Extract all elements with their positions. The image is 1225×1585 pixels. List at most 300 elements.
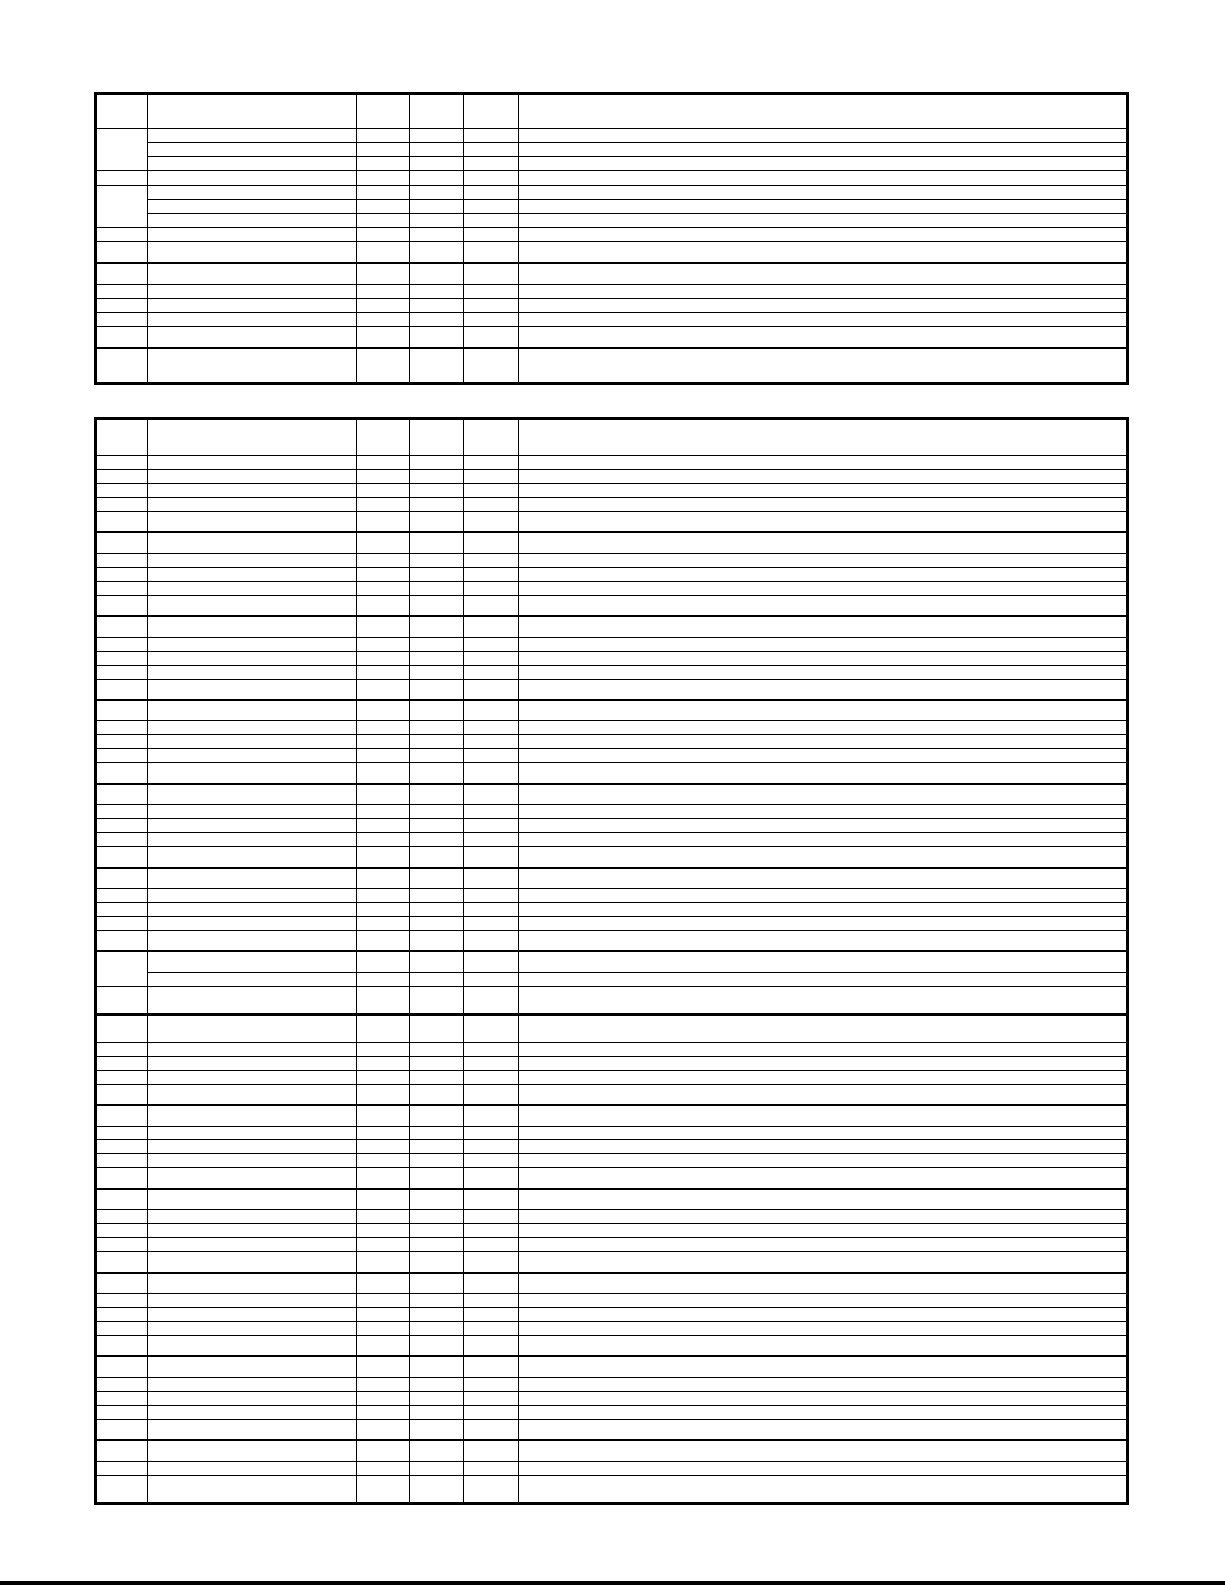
table-cell xyxy=(357,903,410,917)
table-cell xyxy=(96,721,148,735)
table-cell xyxy=(410,1461,464,1475)
table-cell xyxy=(519,1042,1128,1056)
table-cell xyxy=(410,1377,464,1391)
table-cell xyxy=(519,1210,1128,1224)
table-cell xyxy=(464,1294,519,1308)
table-row xyxy=(96,511,1128,532)
table-cell xyxy=(519,1336,1128,1357)
table-cell xyxy=(148,595,357,616)
table-cell xyxy=(519,889,1128,903)
table-cell xyxy=(148,242,357,263)
table-cell xyxy=(96,763,148,784)
table-cell xyxy=(519,749,1128,763)
table-cell xyxy=(357,1461,410,1475)
table-cell xyxy=(464,313,519,327)
table-cell xyxy=(148,1168,357,1189)
table-cell xyxy=(519,1070,1128,1084)
table-cell xyxy=(464,1405,519,1419)
table-cell xyxy=(148,903,357,917)
table-cell xyxy=(357,263,410,284)
table-cell xyxy=(96,327,148,348)
table-cell xyxy=(519,348,1128,384)
table-cell xyxy=(410,735,464,749)
table-cell xyxy=(148,171,357,185)
table-cell xyxy=(357,284,410,298)
table-cell xyxy=(357,511,410,532)
table-cell xyxy=(357,1252,410,1273)
table-cell xyxy=(410,1322,464,1336)
table-cell xyxy=(519,1461,1128,1475)
table-cell xyxy=(148,129,357,143)
table-row xyxy=(96,284,1128,298)
table-cell xyxy=(357,1377,410,1391)
header-cell xyxy=(148,419,357,456)
table-cell xyxy=(148,1105,357,1126)
table-cell xyxy=(519,532,1128,553)
table-cell xyxy=(357,1210,410,1224)
table-cell xyxy=(410,1391,464,1405)
table-cell xyxy=(148,228,357,242)
table-cell xyxy=(357,1440,410,1461)
header-cell xyxy=(464,419,519,456)
table-cell xyxy=(96,595,148,616)
table-cell xyxy=(357,1154,410,1168)
table-cell xyxy=(464,1126,519,1140)
table-cell xyxy=(357,889,410,903)
table-row xyxy=(96,185,1128,199)
table-row xyxy=(96,763,1128,784)
table-cell xyxy=(464,1189,519,1210)
table-cell xyxy=(357,199,410,213)
table-cell xyxy=(464,228,519,242)
table-cell xyxy=(464,784,519,805)
table-cell xyxy=(410,847,464,868)
table-cell xyxy=(410,532,464,553)
table-cell xyxy=(464,903,519,917)
parts-table-bottom xyxy=(94,417,1129,1505)
table-cell xyxy=(410,129,464,143)
table-cell xyxy=(519,986,1128,1014)
page-bottom-rule xyxy=(0,1581,1225,1585)
table-cell xyxy=(410,327,464,348)
table-cell xyxy=(464,497,519,511)
table-row xyxy=(96,171,1128,185)
table-cell xyxy=(357,1105,410,1126)
table-cell xyxy=(148,298,357,312)
table-cell xyxy=(148,1140,357,1154)
table-cell xyxy=(519,784,1128,805)
table-cell xyxy=(410,511,464,532)
table-cell xyxy=(357,143,410,157)
header-row xyxy=(96,94,1128,129)
table-cell xyxy=(519,483,1128,497)
table-cell xyxy=(519,171,1128,185)
table-row xyxy=(96,1336,1128,1357)
header-cell xyxy=(357,94,410,129)
table-cell xyxy=(148,1273,357,1294)
table-cell xyxy=(148,1377,357,1391)
table-cell xyxy=(96,916,148,930)
table-cell xyxy=(519,763,1128,784)
table-cell xyxy=(357,972,410,986)
table-cell xyxy=(357,986,410,1014)
table-cell xyxy=(410,679,464,700)
table-cell xyxy=(96,1210,148,1224)
merged-ref-cell xyxy=(96,185,148,227)
table-cell xyxy=(410,143,464,157)
table-row xyxy=(96,616,1128,637)
table-cell xyxy=(96,1189,148,1210)
table-cell xyxy=(519,1391,1128,1405)
table-cell xyxy=(519,1356,1128,1377)
table-cell xyxy=(96,679,148,700)
table-cell xyxy=(96,263,148,284)
table-cell xyxy=(519,553,1128,567)
table-cell xyxy=(96,1042,148,1056)
table-cell xyxy=(148,1126,357,1140)
table-cell xyxy=(357,1475,410,1503)
table-cell xyxy=(410,784,464,805)
table-cell xyxy=(96,986,148,1014)
table-cell xyxy=(96,1070,148,1084)
table-cell xyxy=(96,284,148,298)
table-cell xyxy=(96,868,148,889)
table-cell xyxy=(464,327,519,348)
table-cell xyxy=(519,1189,1128,1210)
table-cell xyxy=(96,1419,148,1440)
table-cell xyxy=(96,1140,148,1154)
table-cell xyxy=(96,532,148,553)
table-row xyxy=(96,129,1128,143)
table-cell xyxy=(464,1210,519,1224)
table-cell xyxy=(410,1014,464,1042)
table-cell xyxy=(464,1056,519,1070)
table-cell xyxy=(519,511,1128,532)
table-row xyxy=(96,1189,1128,1210)
table-cell xyxy=(464,469,519,483)
table-cell xyxy=(519,1294,1128,1308)
table-cell xyxy=(410,185,464,199)
table-cell xyxy=(148,1294,357,1308)
table-row xyxy=(96,1322,1128,1336)
table-cell xyxy=(96,1461,148,1475)
table-cell xyxy=(148,679,357,700)
table-row xyxy=(96,1294,1128,1308)
header-row xyxy=(96,419,1128,456)
table-cell xyxy=(96,1440,148,1461)
table-row xyxy=(96,735,1128,749)
table-cell xyxy=(148,567,357,581)
table-cell xyxy=(410,833,464,847)
table-cell xyxy=(96,469,148,483)
table-cell xyxy=(410,497,464,511)
table-cell xyxy=(96,1105,148,1126)
table-cell xyxy=(464,1461,519,1475)
table-cell xyxy=(410,313,464,327)
table-cell xyxy=(519,721,1128,735)
table-cell xyxy=(519,228,1128,242)
table-row xyxy=(96,805,1128,819)
table-row xyxy=(96,665,1128,679)
table-cell xyxy=(357,213,410,227)
table-cell xyxy=(357,616,410,637)
table-cell xyxy=(410,567,464,581)
table-cell xyxy=(519,1273,1128,1294)
table-cell xyxy=(464,1336,519,1357)
table-cell xyxy=(96,1224,148,1238)
table-cell xyxy=(410,1042,464,1056)
header-cell xyxy=(357,419,410,456)
table-row xyxy=(96,868,1128,889)
table-cell xyxy=(96,567,148,581)
table-cell xyxy=(357,483,410,497)
table-cell xyxy=(464,951,519,972)
table-cell xyxy=(519,1056,1128,1070)
table-cell xyxy=(357,930,410,951)
table-cell xyxy=(148,1238,357,1252)
table-cell xyxy=(96,616,148,637)
table-cell xyxy=(357,1014,410,1042)
table-cell xyxy=(357,1322,410,1336)
header-cell xyxy=(148,94,357,129)
table-row xyxy=(96,1042,1128,1056)
table-cell xyxy=(519,595,1128,616)
table-cell xyxy=(96,1238,148,1252)
table-cell xyxy=(357,784,410,805)
table-cell xyxy=(519,1405,1128,1419)
table-cell xyxy=(519,637,1128,651)
table-row xyxy=(96,889,1128,903)
table-row xyxy=(96,199,1128,213)
table-cell xyxy=(464,1391,519,1405)
table-cell xyxy=(519,284,1128,298)
table-cell xyxy=(464,1322,519,1336)
table-row xyxy=(96,581,1128,595)
table-cell xyxy=(464,1475,519,1503)
table-cell xyxy=(357,469,410,483)
table-cell xyxy=(148,889,357,903)
table-cell xyxy=(148,213,357,227)
table-cell xyxy=(410,553,464,567)
table-row xyxy=(96,1419,1128,1440)
table-cell xyxy=(357,313,410,327)
table-cell xyxy=(148,1461,357,1475)
table-row xyxy=(96,916,1128,930)
table-cell xyxy=(357,1356,410,1377)
table-row xyxy=(96,1252,1128,1273)
table-cell xyxy=(519,313,1128,327)
table-cell xyxy=(410,916,464,930)
table-row xyxy=(96,1126,1128,1140)
table-cell xyxy=(96,1294,148,1308)
table-row xyxy=(96,1440,1128,1461)
table-cell xyxy=(464,213,519,227)
table-row xyxy=(96,567,1128,581)
table-cell xyxy=(519,456,1128,470)
table-cell xyxy=(519,242,1128,263)
table-cell xyxy=(519,616,1128,637)
table-cell xyxy=(148,651,357,665)
table-cell xyxy=(464,986,519,1014)
table-cell xyxy=(464,1238,519,1252)
table-cell xyxy=(357,833,410,847)
table-cell xyxy=(96,749,148,763)
table-cell xyxy=(519,868,1128,889)
table-cell xyxy=(519,1419,1128,1440)
table-cell xyxy=(464,298,519,312)
table-cell xyxy=(410,469,464,483)
table-cell xyxy=(96,1405,148,1419)
table-cell xyxy=(357,456,410,470)
table-cell xyxy=(410,616,464,637)
table-cell xyxy=(357,553,410,567)
table-cell xyxy=(464,171,519,185)
table-cell xyxy=(357,651,410,665)
table-cell xyxy=(357,1168,410,1189)
table-cell xyxy=(464,1308,519,1322)
table-cell xyxy=(148,616,357,637)
table-cell xyxy=(464,1252,519,1273)
table-cell xyxy=(464,553,519,567)
table-cell xyxy=(464,1154,519,1168)
table-cell xyxy=(410,1336,464,1357)
table-cell xyxy=(148,1336,357,1357)
table-cell xyxy=(410,651,464,665)
table-cell xyxy=(519,1084,1128,1105)
table-cell xyxy=(519,1475,1128,1503)
table-cell xyxy=(357,700,410,721)
table-row xyxy=(96,679,1128,700)
table-cell xyxy=(519,213,1128,227)
table-cell xyxy=(410,1126,464,1140)
table-cell xyxy=(148,284,357,298)
table-cell xyxy=(519,143,1128,157)
table-cell xyxy=(519,1105,1128,1126)
table-cell xyxy=(357,1126,410,1140)
table-cell xyxy=(357,1224,410,1238)
table-row xyxy=(96,847,1128,868)
table-row xyxy=(96,348,1128,384)
table-cell xyxy=(148,313,357,327)
table-cell xyxy=(410,749,464,763)
table-cell xyxy=(519,1440,1128,1461)
table-row xyxy=(96,313,1128,327)
table-cell xyxy=(519,951,1128,972)
table-cell xyxy=(357,1238,410,1252)
table-row xyxy=(96,1154,1128,1168)
table-cell xyxy=(519,833,1128,847)
table-cell xyxy=(148,951,357,972)
table-cell xyxy=(519,199,1128,213)
table-cell xyxy=(96,1252,148,1273)
table-cell xyxy=(519,665,1128,679)
table-cell xyxy=(357,228,410,242)
table-cell xyxy=(96,1475,148,1503)
table-row xyxy=(96,1056,1128,1070)
table-cell xyxy=(96,1154,148,1168)
table-cell xyxy=(357,916,410,930)
table-cell xyxy=(519,1322,1128,1336)
table-cell xyxy=(519,469,1128,483)
table-cell xyxy=(464,185,519,199)
table-row xyxy=(96,1070,1128,1084)
table-cell xyxy=(464,1105,519,1126)
table-cell xyxy=(464,157,519,171)
table-row xyxy=(96,986,1128,1014)
table-row xyxy=(96,951,1128,972)
table-cell xyxy=(464,456,519,470)
table-row xyxy=(96,833,1128,847)
table-cell xyxy=(464,637,519,651)
table-cell xyxy=(148,868,357,889)
table-cell xyxy=(148,143,357,157)
table-cell xyxy=(96,651,148,665)
table-cell xyxy=(410,1356,464,1377)
table-cell xyxy=(148,456,357,470)
table-cell xyxy=(96,1168,148,1189)
table-cell xyxy=(357,763,410,784)
table-cell xyxy=(148,185,357,199)
table-cell xyxy=(464,1140,519,1154)
table-cell xyxy=(464,1224,519,1238)
table-cell xyxy=(148,1419,357,1440)
table-cell xyxy=(357,298,410,312)
table-cell xyxy=(519,1154,1128,1168)
table-cell xyxy=(148,819,357,833)
table-cell xyxy=(96,242,148,263)
table-cell xyxy=(357,819,410,833)
table-cell xyxy=(410,763,464,784)
table-cell xyxy=(464,595,519,616)
table-row xyxy=(96,1377,1128,1391)
table-cell xyxy=(96,1126,148,1140)
table-cell xyxy=(410,1154,464,1168)
table-cell xyxy=(96,1056,148,1070)
table-cell xyxy=(148,1084,357,1105)
table-cell xyxy=(410,263,464,284)
table-cell xyxy=(357,1336,410,1357)
table-cell xyxy=(357,749,410,763)
table-cell xyxy=(519,930,1128,951)
header-cell xyxy=(519,94,1128,129)
table-cell xyxy=(357,805,410,819)
table-cell xyxy=(464,1419,519,1440)
table-row xyxy=(96,1084,1128,1105)
table-cell xyxy=(148,1056,357,1070)
header-cell xyxy=(410,419,464,456)
table-cell xyxy=(464,532,519,553)
table-cell xyxy=(357,567,410,581)
table-cell xyxy=(410,1273,464,1294)
table-cell xyxy=(148,916,357,930)
table-cell xyxy=(148,1356,357,1377)
table-cell xyxy=(519,1126,1128,1140)
table-cell xyxy=(148,735,357,749)
table-row xyxy=(96,1224,1128,1238)
table-cell xyxy=(464,1273,519,1294)
table-cell xyxy=(148,1189,357,1210)
table-row xyxy=(96,1140,1128,1154)
table-row xyxy=(96,1405,1128,1419)
table-cell xyxy=(410,1475,464,1503)
table-cell xyxy=(96,805,148,819)
table-cell xyxy=(410,298,464,312)
table-cell xyxy=(148,348,357,384)
table-cell xyxy=(519,1168,1128,1189)
table-cell xyxy=(410,213,464,227)
table-cell xyxy=(410,483,464,497)
table-cell xyxy=(519,1238,1128,1252)
